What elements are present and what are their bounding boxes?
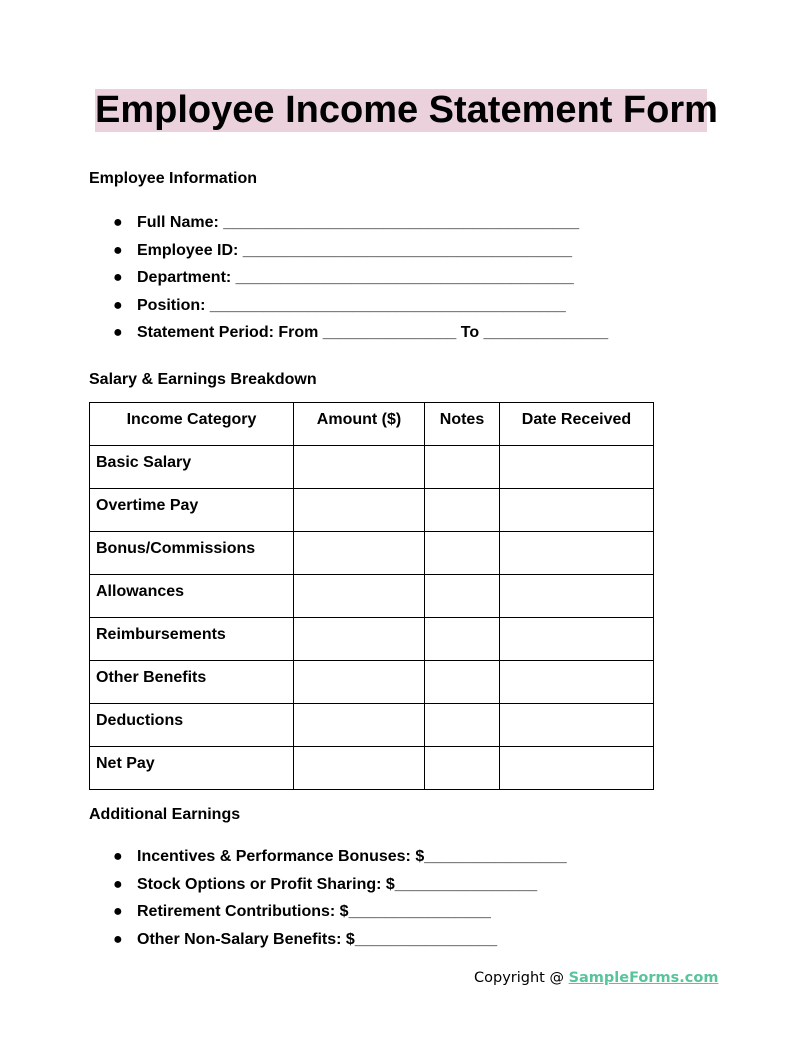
list-item: ● Incentives & Performance Bonuses: $________________ [113, 848, 567, 865]
stock-options-field: Stock Options or Profit Sharing: $________________ [137, 875, 538, 893]
category-cell: Overtime Pay [90, 489, 294, 532]
table-row [90, 618, 654, 661]
date-cell[interactable] [500, 489, 654, 532]
header-cell: Date Received [500, 403, 654, 446]
date-cell[interactable] [500, 704, 654, 747]
list-item: ● Department: ______________________________________ [113, 269, 574, 286]
date-cell[interactable] [500, 532, 654, 575]
notes-cell[interactable] [425, 661, 500, 704]
sampleforms-link[interactable]: SampleForms.com [568, 970, 719, 986]
list-item: ● Stock Options or Profit Sharing: $________________ [113, 875, 538, 893]
employee-id-field: Employee ID: _____________________________________ [137, 241, 573, 259]
list-item: ● Position: ________________________________________ [113, 296, 566, 314]
table-row [90, 489, 654, 532]
page-title: Employee Income Statement Form [95, 89, 718, 131]
notes-cell[interactable] [425, 575, 500, 618]
amount-cell[interactable] [294, 661, 425, 704]
amount-cell[interactable] [294, 532, 425, 575]
salary-heading: Salary & Earnings Breakdown [89, 371, 317, 388]
copyright-text: Copyright @ [474, 970, 569, 986]
notes-cell[interactable] [425, 747, 500, 790]
table-row [90, 661, 654, 704]
employee-info-heading: Employee Information [89, 170, 258, 187]
category-cell: Basic Salary [90, 446, 294, 489]
table-row [90, 747, 654, 790]
category-cell: Deductions [90, 704, 294, 747]
date-cell[interactable] [500, 446, 654, 489]
header-cell: Amount ($) [294, 403, 425, 446]
category-cell: Net Pay [90, 747, 294, 790]
date-cell[interactable] [500, 747, 654, 790]
retirement-field: Retirement Contributions: $________________ [137, 903, 491, 920]
category-cell: Bonus/Commissions [90, 532, 294, 575]
department-field: Department: ______________________________________ [137, 269, 574, 286]
list-item: ● Retirement Contributions: $________________ [113, 903, 491, 920]
header-cell: Income Category [90, 403, 294, 446]
additional-list [113, 843, 567, 953]
notes-cell[interactable] [425, 489, 500, 532]
other-benefits-field: Other Non-Salary Benefits: $________________ [137, 930, 498, 948]
header-cell: Notes [425, 403, 500, 446]
statement-period-field: Statement Period: From _______________ To ______________ [137, 324, 609, 341]
notes-cell[interactable] [425, 704, 500, 747]
list-item: ● Other Non-Salary Benefits: $________________ [113, 930, 498, 948]
table-row [90, 704, 654, 747]
amount-cell[interactable] [294, 575, 425, 618]
category-cell: Reimbursements [90, 618, 294, 661]
amount-cell[interactable] [294, 489, 425, 532]
table-row [90, 575, 654, 618]
list-item: ● Full Name: ________________________________________ [113, 214, 580, 231]
date-cell[interactable] [500, 661, 654, 704]
date-cell[interactable] [500, 618, 654, 661]
category-cell: Allowances [90, 575, 294, 618]
table-row [90, 532, 654, 575]
table-header [90, 403, 654, 446]
incentives-field: Incentives & Performance Bonuses: $________________ [137, 848, 567, 865]
position-field: Position: ________________________________________ [137, 296, 566, 314]
date-cell[interactable] [500, 575, 654, 618]
additional-heading: Additional Earnings [89, 806, 241, 823]
employee-info-list [113, 209, 608, 347]
amount-cell[interactable] [294, 446, 425, 489]
table-row [90, 446, 654, 489]
notes-cell[interactable] [425, 532, 500, 575]
list-item: ● Statement Period: From _______________ To ______________ [113, 324, 609, 341]
copyright [474, 970, 718, 986]
notes-cell[interactable] [425, 618, 500, 661]
full-name-field: Full Name: ________________________________________ [137, 214, 580, 231]
amount-cell[interactable] [294, 618, 425, 661]
amount-cell[interactable] [294, 704, 425, 747]
amount-cell[interactable] [294, 747, 425, 790]
notes-cell[interactable] [425, 446, 500, 489]
salary-table [89, 402, 654, 790]
category-cell: Other Benefits [90, 661, 294, 704]
list-item: ● Employee ID: _____________________________________ [113, 241, 573, 259]
